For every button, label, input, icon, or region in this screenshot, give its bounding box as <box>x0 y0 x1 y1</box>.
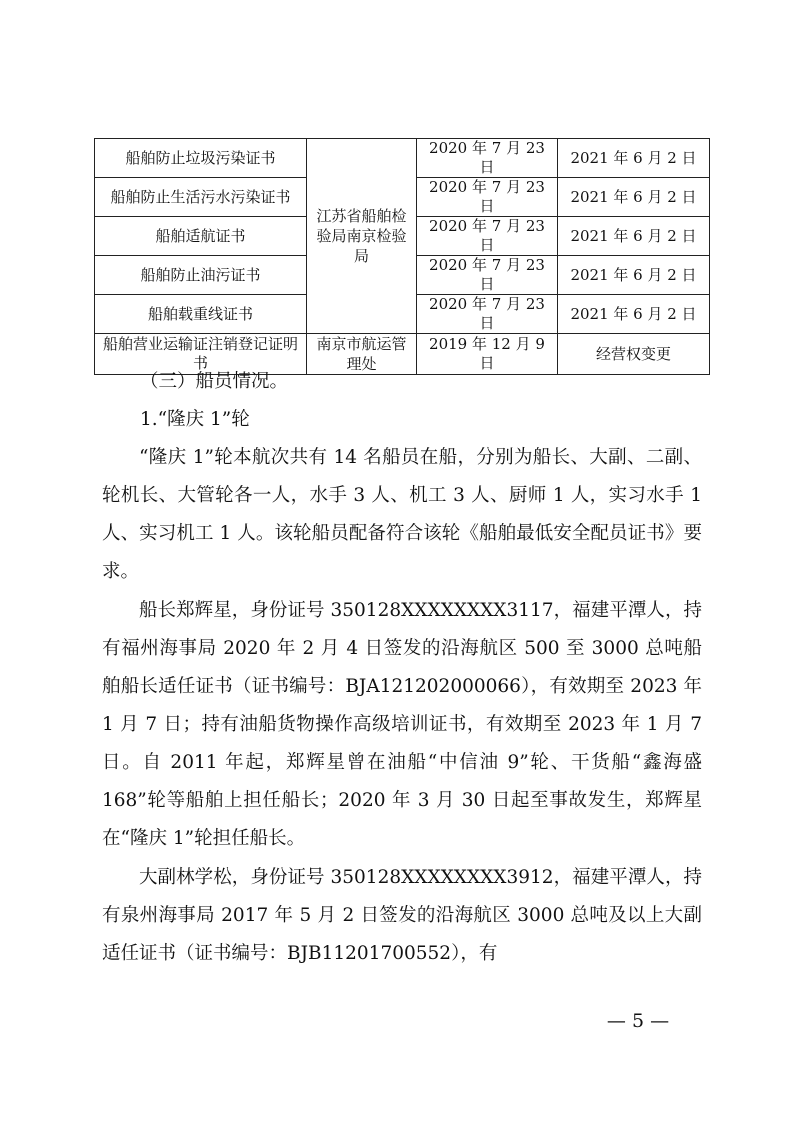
issuer-cell: 南京市航运管理处 <box>307 334 417 375</box>
expiry-cell: 经营权变更 <box>558 334 710 375</box>
expiry-cell: 2021 年 6 月 2 日 <box>558 295 710 334</box>
certificate-name-cell: 船舶防止生活污水污染证书 <box>95 178 307 217</box>
issuer-cell-merged: 江苏省船舶检验局南京检验局 <box>307 139 417 334</box>
page-number: — 5 — <box>606 1010 670 1032</box>
certificate-name-cell: 船舶载重线证书 <box>95 295 307 334</box>
section-heading: （三）船员情况。 <box>140 371 289 392</box>
paragraph-crew-summary: “隆庆 1”轮本航次共有 14 名船员在船，分别为船长、大副、二副、轮机长、大管轮各一人，水手 3 人、机工 3 人、厨师 1 人，实习水手 1 人、实习机工 1 人。该轮船员配备符合该轮《船舶最低安全配员证书》要求。 <box>102 447 702 582</box>
certificate-name-cell: 船舶营业运输证注销登记证明书 <box>95 334 307 375</box>
certificate-name-cell: 船舶防止垃圾污染证书 <box>95 139 307 178</box>
expiry-cell: 2021 年 6 月 2 日 <box>558 256 710 295</box>
issue-date-cell: 2020 年 7 月 23 日 <box>417 217 558 256</box>
issue-date-cell: 2019 年 12 月 9 日 <box>417 334 558 375</box>
expiry-cell: 2021 年 6 月 2 日 <box>558 178 710 217</box>
certificate-name-cell: 船舶防止油污证书 <box>95 256 307 295</box>
issue-date-cell: 2020 年 7 月 23 日 <box>417 256 558 295</box>
certificate-name-cell: 船舶适航证书 <box>95 217 307 256</box>
subheading: 1.“隆庆 1”轮 <box>140 409 250 430</box>
issue-date-cell: 2020 年 7 月 23 日 <box>417 139 558 178</box>
certificate-table <box>94 138 710 375</box>
paragraph-captain: 船长郑辉星，身份证号 350128XXXXXXXX3117，福建平潭人，持有福州海事局 2020 年 2 月 4 日签发的沿海航区 500 至 3000 总吨船舶船长适任证书（证书编号：BJA121202000066），有效期至 2023 年 1 月 7 日；持有油船货物操作高级培训证书，有效期至 2023 年 1 月 7 日。自 2011 年起，郑辉星曾在油船“中信油 9”轮、干货船“鑫海盛 168”轮等船舶上担任船长；2020 年 3 月 30 日起至事故发生，郑辉星在“隆庆 1”轮担任船长。 <box>102 600 702 849</box>
issue-date-cell: 2020 年 7 月 23 日 <box>417 295 558 334</box>
expiry-cell: 2021 年 6 月 2 日 <box>558 139 710 178</box>
issue-date-cell: 2020 年 7 月 23 日 <box>417 178 558 217</box>
table-row <box>95 139 710 178</box>
expiry-cell: 2021 年 6 月 2 日 <box>558 217 710 256</box>
paragraph-chief-officer: 大副林学松，身份证号 350128XXXXXXXX3912，福建平潭人，持有泉州海事局 2017 年 5 月 2 日签发的沿海航区 3000 总吨及以上大副适任证书（证书编号：BJB11201700552），有 <box>102 867 702 964</box>
